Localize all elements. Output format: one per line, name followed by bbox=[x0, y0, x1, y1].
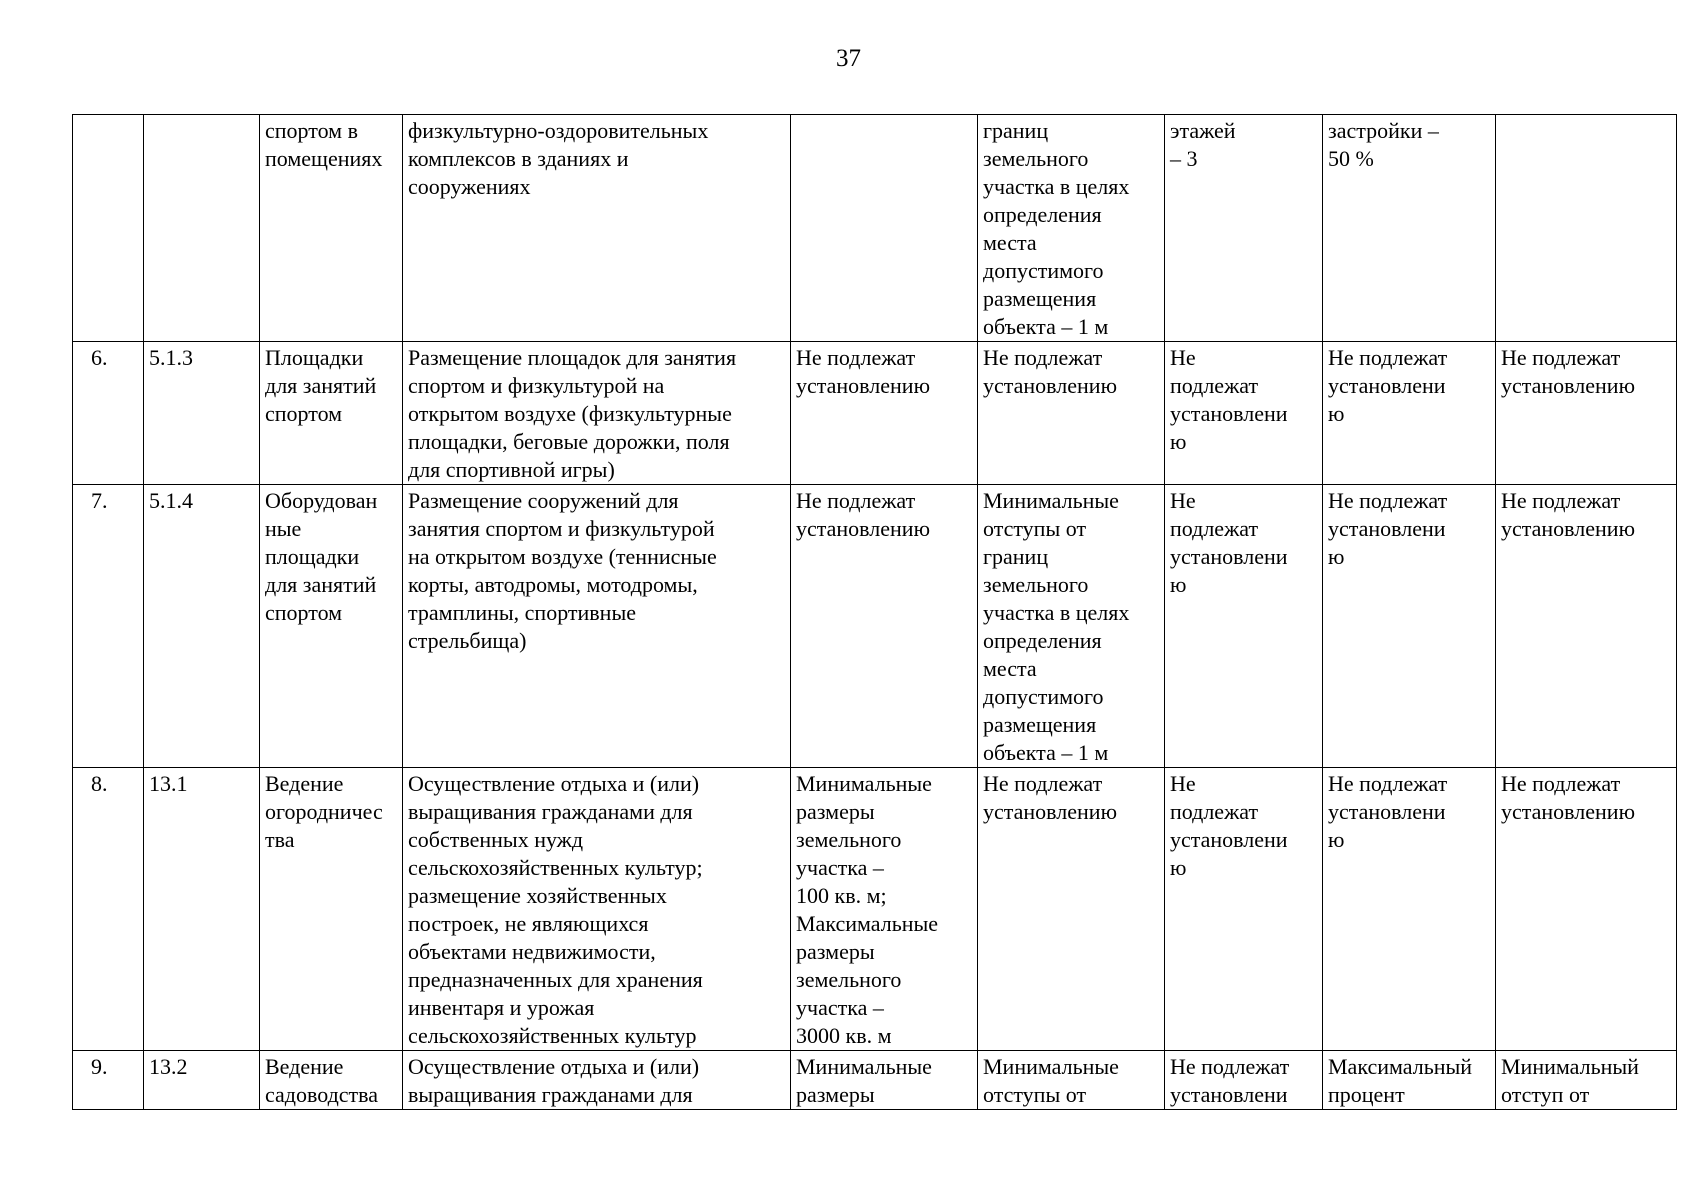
table-row bbox=[73, 115, 1677, 342]
use-name-cell: Ведение садоводства bbox=[260, 1051, 403, 1110]
floors-cell: Не подлежат установлени ю bbox=[1165, 768, 1323, 1051]
plot-size-cell: Минимальные размеры bbox=[791, 1051, 978, 1110]
other-params-cell: Минимальный отступ от bbox=[1496, 1051, 1677, 1110]
coverage-cell: застройки – 50 % bbox=[1323, 115, 1496, 342]
other-params-cell bbox=[1496, 115, 1677, 342]
code-cell bbox=[144, 115, 260, 342]
floors-cell: Не подлежат установлени bbox=[1165, 1051, 1323, 1110]
coverage-cell: Максимальный процент bbox=[1323, 1051, 1496, 1110]
description-cell: физкультурно-оздоровительных комплексов в зданиях и сооружениях bbox=[403, 115, 791, 342]
other-params-cell: Не подлежат установлению bbox=[1496, 485, 1677, 768]
description-cell: Осуществление отдыха и (или) выращивания гражданами для собственных нужд сельскохозяйственных культур; размещение хозяйственных построек, не являющихся объектами недвижимости, предназначенных для хранения инвентаря и урожая сельскохозяйственных культур bbox=[403, 768, 791, 1051]
setbacks-cell: Минимальные отступы от bbox=[978, 1051, 1165, 1110]
code-cell: 13.1 bbox=[144, 768, 260, 1051]
setbacks-cell: Не подлежат установлению bbox=[978, 342, 1165, 485]
plot-size-cell: Не подлежат установлению bbox=[791, 342, 978, 485]
table-row bbox=[73, 342, 1677, 485]
use-name-cell: спортом в помещениях bbox=[260, 115, 403, 342]
description-cell: Размещение площадок для занятия спортом и физкультурой на открытом воздухе (физкультурные площадки, беговые дорожки, поля для спортивной игры) bbox=[403, 342, 791, 485]
other-params-cell: Не подлежат установлению bbox=[1496, 342, 1677, 485]
table-row bbox=[73, 1051, 1677, 1110]
floors-cell: Не подлежат установлени ю bbox=[1165, 342, 1323, 485]
row-number-cell: 6. bbox=[73, 342, 144, 485]
description-cell: Размещение сооружений для занятия спортом и физкультурой на открытом воздухе (теннисные корты, автодромы, мотодромы, трамплины, спортивные стрельбища) bbox=[403, 485, 791, 768]
row-number-cell: 9. bbox=[73, 1051, 144, 1110]
page-number: 37 bbox=[836, 45, 861, 72]
land-use-regulations-table bbox=[72, 114, 1677, 1110]
row-number-cell: 7. bbox=[73, 485, 144, 768]
setbacks-cell: границ земельного участка в целях определения места допустимого размещения объекта – 1 м bbox=[978, 115, 1165, 342]
table-row bbox=[73, 485, 1677, 768]
setbacks-cell: Минимальные отступы от границ земельного участка в целях определения места допустимого размещения объекта – 1 м bbox=[978, 485, 1165, 768]
plot-size-cell: Не подлежат установлению bbox=[791, 485, 978, 768]
floors-cell: этажей – 3 bbox=[1165, 115, 1323, 342]
code-cell: 13.2 bbox=[144, 1051, 260, 1110]
coverage-cell: Не подлежат установлени ю bbox=[1323, 485, 1496, 768]
code-cell: 5.1.4 bbox=[144, 485, 260, 768]
plot-size-cell bbox=[791, 115, 978, 342]
row-number-cell bbox=[73, 115, 144, 342]
coverage-cell: Не подлежат установлени ю bbox=[1323, 342, 1496, 485]
coverage-cell: Не подлежат установлени ю bbox=[1323, 768, 1496, 1051]
description-cell: Осуществление отдыха и (или) выращивания гражданами для bbox=[403, 1051, 791, 1110]
floors-cell: Не подлежат установлени ю bbox=[1165, 485, 1323, 768]
row-number-cell: 8. bbox=[73, 768, 144, 1051]
use-name-cell: Ведение огородничес тва bbox=[260, 768, 403, 1051]
use-name-cell: Площадки для занятий спортом bbox=[260, 342, 403, 485]
use-name-cell: Оборудован ные площадки для занятий спортом bbox=[260, 485, 403, 768]
table-row bbox=[73, 768, 1677, 1051]
setbacks-cell: Не подлежат установлению bbox=[978, 768, 1165, 1051]
code-cell: 5.1.3 bbox=[144, 342, 260, 485]
other-params-cell: Не подлежат установлению bbox=[1496, 768, 1677, 1051]
plot-size-cell: Минимальные размеры земельного участка – 100 кв. м; Максимальные размеры земельного участка – 3000 кв. м bbox=[791, 768, 978, 1051]
